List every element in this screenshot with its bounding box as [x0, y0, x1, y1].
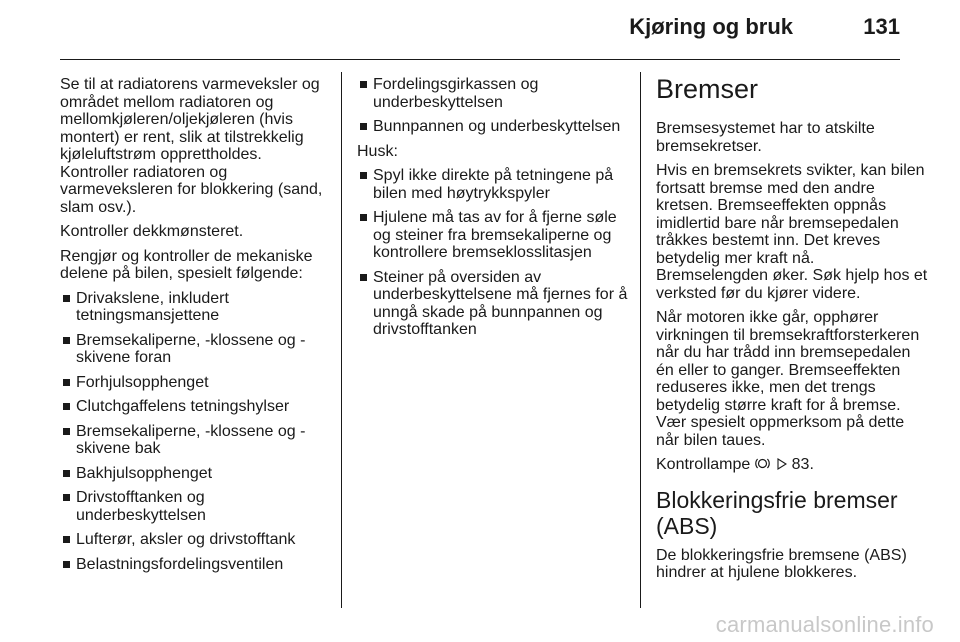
page-number: 131 [863, 14, 900, 39]
square-bullet-icon [63, 403, 70, 410]
column-3 [656, 76, 928, 589]
page-reference[interactable]: 83. [791, 456, 814, 473]
bullet-list [357, 167, 629, 339]
list-item [60, 398, 330, 416]
square-bullet-icon [63, 379, 70, 386]
paragraph: Se til at radiatorens varmeveksler og området mellom radiatoren og mellomkjøleren/oljekjøleren (hvis montert) er rent, slik at tilstrekkelig kjøleluftstrøm opprettholdes. Kontroller radiatoren og varmeveksleren for blokkering (sand, slam osv.). [60, 76, 323, 216]
paragraph: Rengjør og kontroller de mekaniske delene på bilen, spesielt følgende: [60, 247, 313, 282]
list-item [60, 489, 330, 524]
list-item-text: Steiner på oversiden av underbeskyttelsene må fjernes for å unngå skade på bunnpannen og drivstofftanken [373, 268, 628, 338]
list-item-text: Bakhjulsopphenget [76, 464, 213, 482]
square-bullet-icon [360, 172, 367, 179]
subsection-heading: Blokkeringsfrie bremser (ABS) [656, 486, 898, 539]
column-divider-1 [341, 72, 342, 608]
square-bullet-icon [63, 337, 70, 344]
lamp-label: Kontrollampe [656, 456, 751, 473]
list-item-text: Clutchgaffelens tetningshylser [76, 398, 290, 415]
square-bullet-icon [63, 428, 70, 435]
paragraph: Bremsesystemet har to atskilte bremsekretser. [656, 120, 875, 155]
bullet-list [357, 76, 629, 136]
list-item [357, 167, 629, 202]
list-item [357, 209, 629, 262]
header-rule [60, 59, 900, 60]
list-item [357, 118, 629, 136]
list-item [60, 423, 330, 458]
square-bullet-icon [63, 295, 70, 302]
square-bullet-icon [63, 470, 70, 477]
list-item-text: Belastningsfordelingsventilen [76, 555, 284, 573]
list-item [60, 531, 330, 549]
column-divider-2 [640, 72, 641, 608]
square-bullet-icon [63, 561, 70, 568]
list-item [357, 269, 629, 339]
paragraph: De blokkeringsfrie bremsene (ABS) hindrer at hjulene blokkeres. [656, 546, 907, 581]
list-item-text: Fordelingsgirkassen og underbeskyttelsen [373, 76, 539, 111]
paragraph: Når motoren ikke går, opphører virkningen til bremsekraftforsterkeren når du har trådd inn bremsepedalen én eller to ganger. Bremseeffekten reduseres ikke, men det trengs betydelig større kraft for å bremse. Vær spesielt oppmerksom på dette når bilen taues. [656, 309, 920, 449]
paragraph: Kontroller dekkmønsteret. [60, 223, 244, 240]
list-item-text: Drivstofftanken og underbeskyttelsen [76, 489, 206, 524]
square-bullet-icon [360, 81, 367, 88]
list-item-text: Hjulene må tas av for å fjerne søle og steiner fra bremsekaliperne og kontrollere bremseklosslitasjen [373, 209, 617, 261]
square-bullet-icon [360, 214, 367, 221]
square-bullet-icon [63, 494, 70, 501]
warning-lamp-line [656, 456, 928, 474]
section-title: Kjøring og bruk [629, 14, 793, 39]
page-header [60, 0, 900, 62]
list-item-text: Spyl ikke direkte på tetningene på bilen med høytrykkspyler [373, 167, 614, 202]
list-item [60, 374, 330, 392]
list-item-text: Bremsekaliperne, -klossene og -skivene bak [76, 422, 306, 457]
square-bullet-icon [360, 123, 367, 130]
paragraph: Hvis en bremsekrets svikter, kan bilen fortsatt bremse med den andre kretsen. Bremseeffekten oppnås imidlertid bare når bremsepedalen tråkkes bestemt inn. Det kreves betydelig mer kraft nå. Bremselengden øker. Søk hjelp hos et verksted før du kjører videre. [656, 162, 928, 302]
page-reference-triangle-icon [776, 458, 787, 470]
list-item-text: Forhjulsopphenget [76, 373, 209, 391]
list-item [60, 332, 330, 367]
square-bullet-icon [63, 536, 70, 543]
list-item [357, 76, 629, 111]
section-heading: Bremser [656, 74, 759, 104]
list-item-text: Lufterør, aksler og drivstofftank [76, 531, 296, 548]
brake-warning-lamp-icon [755, 457, 770, 470]
square-bullet-icon [360, 274, 367, 281]
husk-label: Husk: [357, 142, 398, 160]
list-item-text: Bunnpannen og underbeskyttelsen [373, 118, 621, 135]
list-item [60, 290, 330, 325]
watermark: carmanualsonline.info [715, 612, 934, 637]
list-item [60, 556, 330, 574]
column-1 [60, 76, 330, 580]
column-2 [357, 76, 629, 346]
list-item-text: Bremsekaliperne, -klossene og -skivene foran [76, 331, 306, 366]
bullet-list [60, 290, 330, 574]
list-item-text: Drivakslene, inkludert tetningsmansjettene [76, 289, 229, 324]
list-item [60, 465, 330, 483]
